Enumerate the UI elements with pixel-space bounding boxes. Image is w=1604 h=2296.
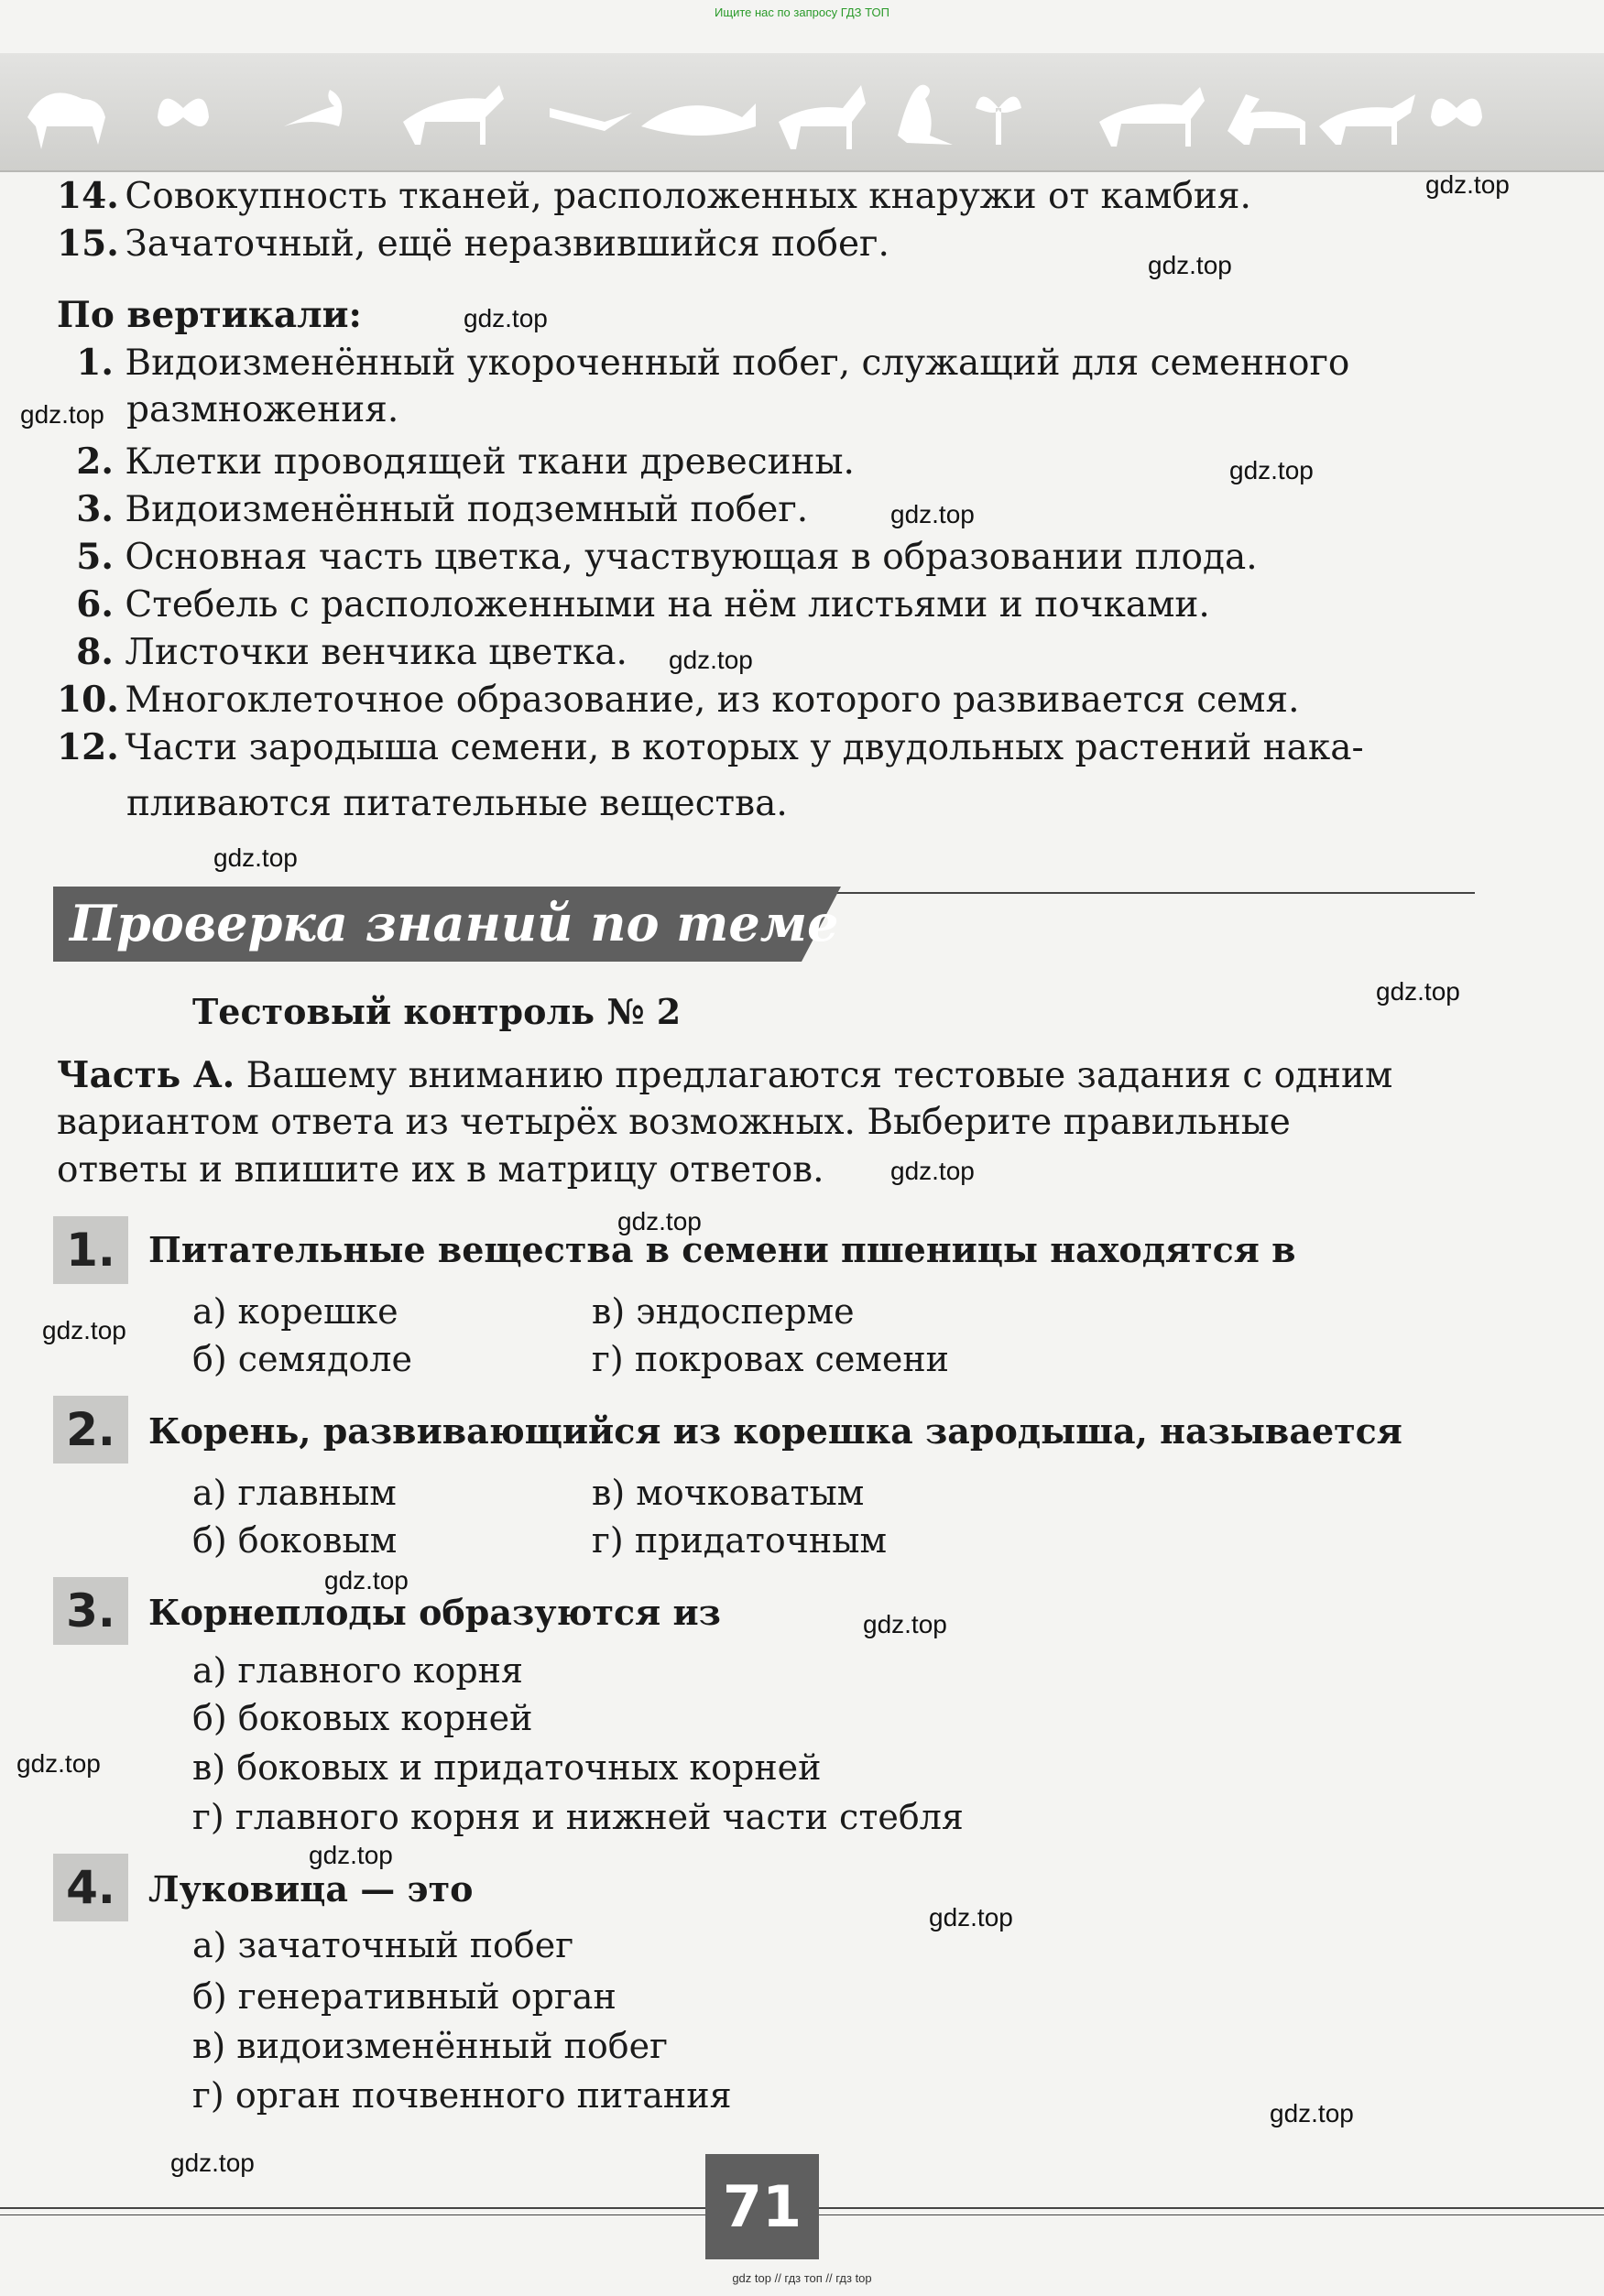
section-title: Проверка знаний по теме: [70, 894, 839, 952]
item-number: 1.: [76, 342, 114, 384]
watermark: gdz.top: [1376, 977, 1460, 1006]
vertical-heading: По вертикали:: [57, 294, 362, 336]
part-intro-line-2: вариантом ответа из четырёх возможных. Выберите правильные: [57, 1102, 1291, 1143]
vertical-item: [57, 339, 1349, 387]
watermark: gdz.top: [309, 1841, 393, 1869]
watermark: gdz.top: [324, 1566, 409, 1594]
answer-option[interactable]: а) главного корня: [192, 1650, 523, 1691]
answer-option[interactable]: б) боковых корней: [192, 1698, 533, 1738]
vertical-item: [57, 581, 1210, 629]
answer-option[interactable]: в) эндосперме: [592, 1291, 855, 1332]
footer-note: gdz top // гдз топ // гдз top: [732, 2271, 872, 2285]
bison-icon: [27, 92, 105, 149]
antelope-icon: [1099, 87, 1205, 147]
answer-option[interactable]: б) генеративный орган: [192, 1976, 617, 2017]
top-note: Ищите нас по запросу ГДЗ ТОП: [715, 5, 889, 19]
answer-option[interactable]: а) главным: [192, 1473, 397, 1513]
item-number: 14.: [57, 175, 119, 217]
question-text: Луковица — это: [148, 1868, 474, 1910]
item-text: Стебель с расположенными на нём листьями и почками.: [125, 584, 1210, 626]
horizontal-item: [57, 220, 889, 268]
question-text: Питательные вещества в семени пшеницы находятся в: [148, 1229, 1296, 1270]
scorpion-icon: [284, 90, 342, 126]
item-number: 6.: [76, 583, 114, 626]
part-intro-line-1: [57, 1051, 1392, 1100]
test-title: Тестовый контроль № 2: [192, 991, 682, 1032]
question-number-box: 1.: [53, 1216, 128, 1284]
question-number-box: 3.: [53, 1577, 128, 1645]
footer-rule-right: [819, 2207, 1604, 2209]
item-number: 3.: [76, 488, 114, 530]
watermark: gdz.top: [20, 400, 104, 429]
item-number: 12.: [57, 726, 119, 768]
watermark: gdz.top: [1229, 456, 1314, 484]
watermark: gdz.top: [890, 500, 975, 528]
watermark: gdz.top: [1270, 2099, 1354, 2127]
vertical-item: [57, 724, 1364, 772]
item-text: Видоизменённый подземный побег.: [125, 489, 809, 530]
part-label: Часть А.: [57, 1054, 235, 1096]
fox-icon: [1319, 94, 1415, 145]
question-text: Корень, развивающийся из корешка зародыша, называется: [148, 1410, 1402, 1452]
question-number-box: 4.: [53, 1854, 128, 1921]
butterfly-icon: [158, 99, 209, 126]
answer-option[interactable]: г) покровах семени: [592, 1339, 950, 1379]
goat-icon: [1228, 94, 1305, 145]
item-text: Совокупность тканей, расположенных кнаружи от камбия.: [125, 176, 1251, 217]
answer-option[interactable]: б) боковым: [192, 1520, 398, 1561]
item-number: 8.: [76, 631, 114, 673]
question-number-box: 2.: [53, 1396, 128, 1464]
vertical-item: [57, 438, 855, 486]
answer-option[interactable]: б) семядоле: [192, 1339, 412, 1379]
butterfly-icon-2: [1431, 99, 1482, 126]
answer-option[interactable]: в) мочковатым: [592, 1473, 865, 1513]
vertical-item: [57, 628, 627, 677]
vertical-item-cont: пливаются питательные вещества.: [126, 783, 788, 824]
part-text: Вашему вниманию предлагаются тестовые задания с одним: [246, 1055, 1393, 1096]
watermark: gdz.top: [170, 2149, 255, 2177]
horse-icon: [403, 85, 504, 145]
watermark: gdz.top: [929, 1903, 1013, 1931]
watermark: gdz.top: [464, 304, 548, 332]
item-number: 10.: [57, 679, 119, 721]
header-banner: [0, 53, 1604, 172]
item-text: Части зародыша семени, в которых у двудольных растений нака-: [125, 727, 1364, 768]
vertical-item: [57, 533, 1258, 582]
footer-rule-left-thin: [0, 2214, 705, 2215]
watermark: gdz.top: [863, 1610, 947, 1638]
item-number: 2.: [76, 441, 114, 483]
bird-icon: [550, 108, 632, 131]
answer-option[interactable]: г) орган почвенного питания: [192, 2075, 732, 2116]
kangaroo-icon: [898, 85, 953, 145]
answer-option[interactable]: в) видоизменённый побег: [192, 2026, 668, 2066]
part-intro-line-3: ответы и впишите их в матрицу ответов.: [57, 1149, 824, 1191]
question-text: Корнеплоды образуются из: [148, 1592, 721, 1633]
section-rule: [806, 892, 1475, 894]
watermark: gdz.top: [669, 646, 753, 674]
watermark: gdz.top: [617, 1207, 702, 1235]
item-number: 5.: [76, 536, 114, 578]
watermark: gdz.top: [16, 1749, 101, 1778]
answer-option[interactable]: а) корешке: [192, 1291, 398, 1332]
item-number: 15.: [57, 223, 119, 265]
item-text: Основная часть цветка, участвующая в образовании плода.: [125, 537, 1258, 578]
watermark: gdz.top: [890, 1157, 975, 1185]
answer-option[interactable]: г) главного корня и нижней части стебля: [192, 1797, 964, 1837]
footer-rule-left: [0, 2207, 705, 2209]
item-text: Зачаточный, ещё неразвившийся побег.: [125, 223, 889, 265]
item-text: Видоизменённый укороченный побег, служащий для семенного: [125, 343, 1350, 384]
answer-option[interactable]: г) придаточным: [592, 1520, 887, 1561]
horizontal-item: [57, 172, 1251, 221]
item-text: Листочки венчика цветка.: [125, 632, 627, 673]
dolphin-icon: [641, 103, 756, 136]
insect-icon: [976, 97, 1021, 146]
deer-icon: [779, 85, 866, 149]
item-text: Многоклеточное образование, из которого развивается семя.: [125, 680, 1300, 721]
page-number: 71: [705, 2154, 819, 2259]
vertical-item: [57, 485, 808, 534]
watermark: gdz.top: [1425, 170, 1510, 199]
watermark: gdz.top: [213, 843, 298, 872]
vertical-item-cont: размножения.: [126, 389, 399, 430]
answer-option[interactable]: а) зачаточный побег: [192, 1925, 574, 1965]
watermark: gdz.top: [42, 1316, 126, 1344]
answer-option[interactable]: в) боковых и придаточных корней: [192, 1747, 822, 1788]
animal-silhouettes: [0, 53, 1604, 170]
footer-rule-right-thin: [819, 2214, 1604, 2215]
vertical-item: [57, 676, 1299, 724]
item-text: Клетки проводящей ткани древесины.: [125, 441, 855, 483]
watermark: gdz.top: [1148, 251, 1232, 279]
